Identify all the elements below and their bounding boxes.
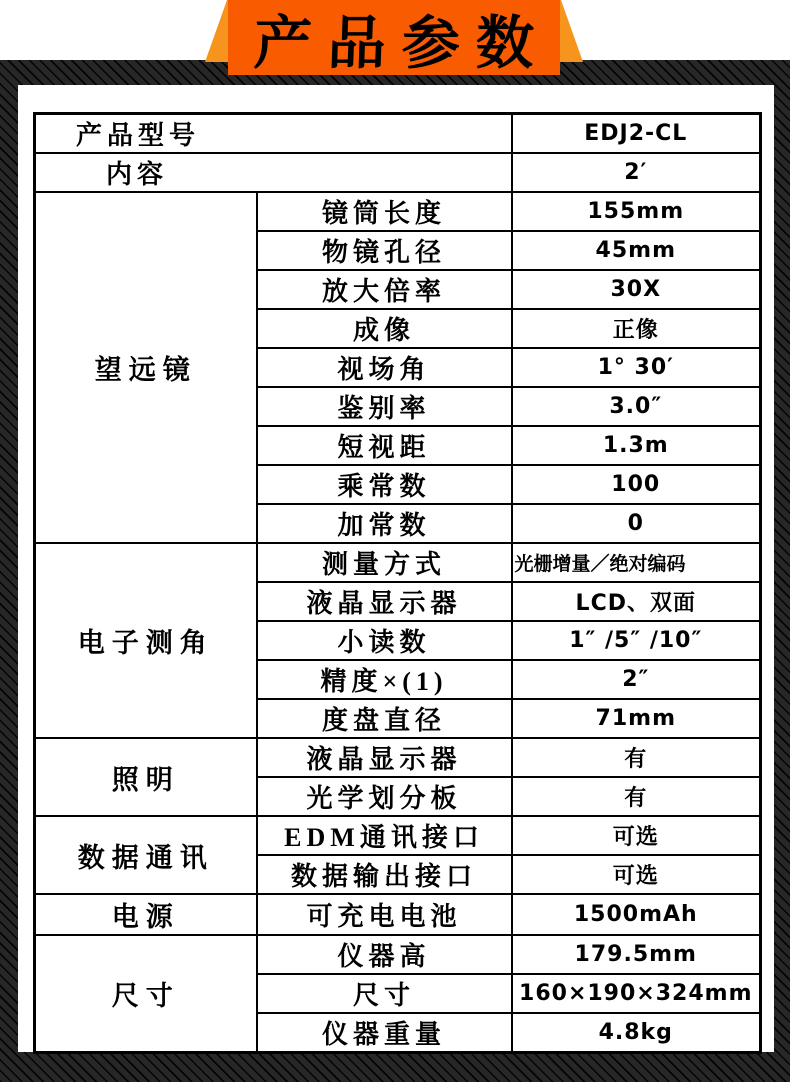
row-label: 小读数 [257, 621, 512, 660]
row-label: 仪器重量 [257, 1013, 512, 1053]
row-value: 1″ /5″ /10″ [512, 621, 761, 660]
row-label: 内容 [35, 153, 512, 192]
spec-table-body [35, 114, 761, 1053]
content-panel [18, 85, 774, 1052]
row-value: 1° 30′ [512, 348, 761, 387]
row-label: 光学划分板 [257, 777, 512, 816]
row-value: LCD、双面 [512, 582, 761, 621]
row-label: 镜筒长度 [257, 192, 512, 231]
row-label: 测量方式 [257, 543, 512, 582]
row-label: 物镜孔径 [257, 231, 512, 270]
group-cell: 电源 [35, 894, 257, 935]
row-value: 160×190×324mm [512, 974, 761, 1013]
group-cell: 电子测角 [35, 543, 257, 738]
row-label: 液晶显示器 [257, 582, 512, 621]
row-value: 有 [512, 738, 761, 777]
row-label: 加常数 [257, 504, 512, 543]
row-label: 放大倍率 [257, 270, 512, 309]
row-value: 光栅增量／绝对编码 [512, 543, 761, 582]
table-row [35, 114, 761, 154]
row-label: 鉴别率 [257, 387, 512, 426]
table-row [35, 935, 761, 974]
row-value: 2′ [512, 153, 761, 192]
row-value: 2″ [512, 660, 761, 699]
row-value: EDJ2-CL [512, 114, 761, 154]
table-row [35, 816, 761, 855]
page-title: 产品参数 [252, 10, 551, 76]
row-value: 正像 [512, 309, 761, 348]
table-row [35, 153, 761, 192]
table-row [35, 894, 761, 935]
row-value: 71mm [512, 699, 761, 738]
row-label: 度盘直径 [257, 699, 512, 738]
row-value: 155mm [512, 192, 761, 231]
row-value: 100 [512, 465, 761, 504]
table-row [35, 192, 761, 231]
group-cell: 照明 [35, 738, 257, 816]
row-value: 3.0″ [512, 387, 761, 426]
row-label: 尺寸 [257, 974, 512, 1013]
row-label: 仪器高 [257, 935, 512, 974]
row-label: 产品型号 [35, 114, 512, 154]
row-label: 视场角 [257, 348, 512, 387]
row-value: 有 [512, 777, 761, 816]
row-label: 乘常数 [257, 465, 512, 504]
row-value: 179.5mm [512, 935, 761, 974]
row-label: 精度×(1) [257, 660, 512, 699]
row-value: 1500mAh [512, 894, 761, 935]
group-cell: 数据通讯 [35, 816, 257, 894]
row-label: 数据输出接口 [257, 855, 512, 894]
row-label: 短视距 [257, 426, 512, 465]
row-label: 成像 [257, 309, 512, 348]
spec-table [33, 112, 762, 1054]
row-value: 0 [512, 504, 761, 543]
row-value: 30X [512, 270, 761, 309]
row-value: 1.3m [512, 426, 761, 465]
group-cell: 望远镜 [35, 192, 257, 543]
row-value: 可选 [512, 855, 761, 894]
table-row [35, 543, 761, 582]
row-value: 4.8kg [512, 1013, 761, 1053]
table-row [35, 738, 761, 777]
row-value: 45mm [512, 231, 761, 270]
row-label: 可充电电池 [257, 894, 512, 935]
banner-plate [228, 0, 560, 75]
group-cell: 尺寸 [35, 935, 257, 1053]
row-value: 可选 [512, 816, 761, 855]
row-label: EDM通讯接口 [257, 816, 512, 855]
row-label: 液晶显示器 [257, 738, 512, 777]
